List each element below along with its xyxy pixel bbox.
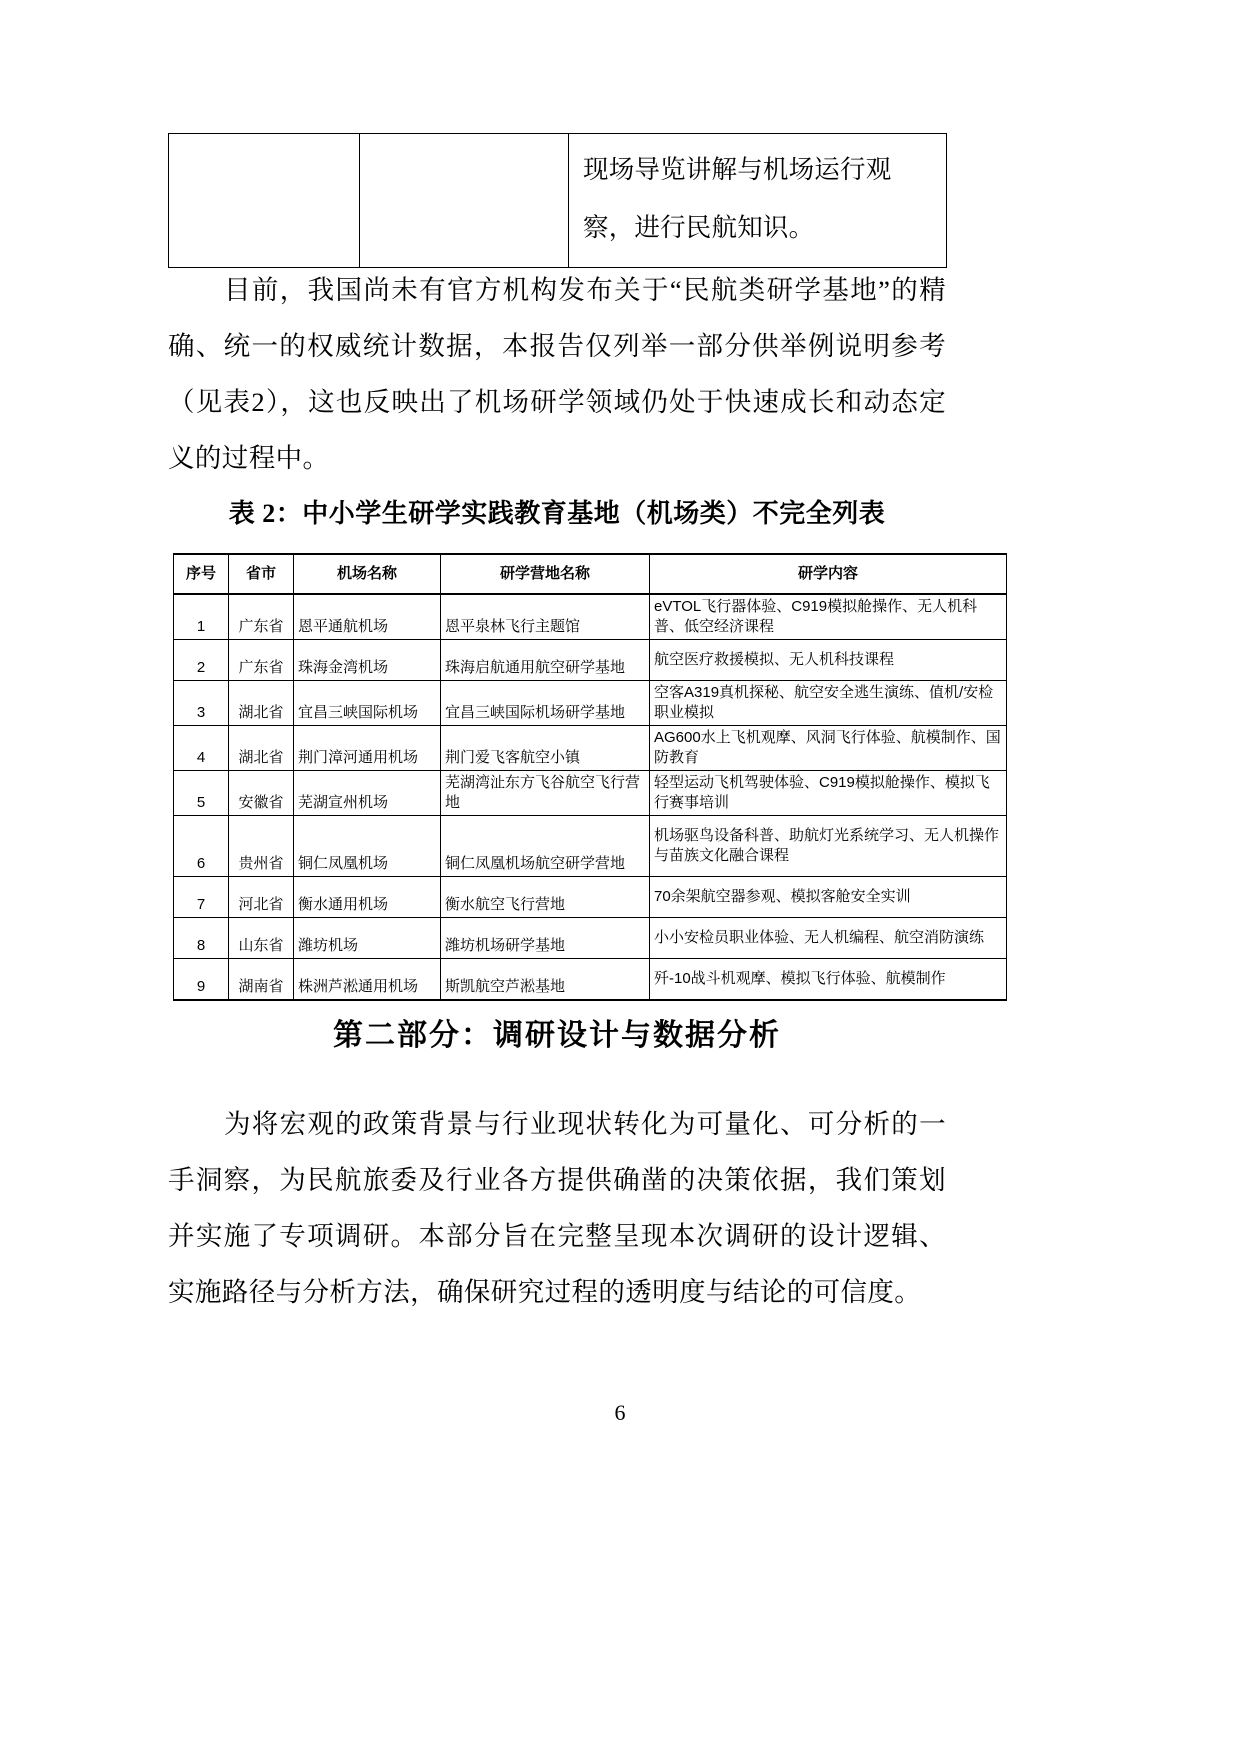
cell-province: 湖南省 [229,959,294,1001]
cell-index: 1 [174,594,229,640]
cell-index: 8 [174,918,229,959]
column-header-index: 序号 [174,554,229,594]
cell-camp: 斯凯航空芦淞基地 [441,959,650,1001]
column-header-province: 省市 [229,554,294,594]
cell-camp: 荆门爱飞客航空小镇 [441,726,650,771]
cell-content: 空客A319真机探秘、航空安全逃生演练、值机/安检职业模拟 [650,681,1007,726]
cell-province: 贵州省 [229,816,294,877]
table-2-research-bases [173,553,1007,1001]
cell-content: 70余架航空器参观、模拟客舱安全实训 [650,877,1007,918]
cell-content: 歼-10战斗机观摩、模拟飞行体验、航模制作 [650,959,1007,1001]
column-header-airport: 机场名称 [294,554,441,594]
cell-content: 机场驱鸟设备科普、助航灯光系统学习、无人机操作与苗族文化融合课程 [650,816,1007,877]
cell-province: 广东省 [229,594,294,640]
cell-province: 广东省 [229,640,294,681]
table-2-caption: 表 2：中小学生研学实践教育基地（机场类）不完全列表 [228,499,886,528]
cell-airport: 株洲芦淞通用机场 [294,959,441,1001]
table-row [174,918,1007,959]
cell-camp: 珠海启航通用航空研学基地 [441,640,650,681]
table-row [174,726,1007,771]
cell-index: 3 [174,681,229,726]
table-row [174,681,1007,726]
column-header-content: 研学内容 [650,554,1007,594]
table-header-row [174,554,1007,594]
cell-index: 9 [174,959,229,1001]
cell-content: eVTOL飞行器体验、C919模拟舱操作、无人机科普、低空经济课程 [650,594,1007,640]
paragraph-1-text: 目前，我国尚未有官方机构发布关于“民航类研学基地”的精确、统一的权威统计数据，本报告仅列举一部分供举例说明参考（见表2），这也反映出了机场研学领域仍处于快速成长和动态定义的过程中。 [168,275,946,473]
table-row [174,877,1007,918]
table-row [174,640,1007,681]
continued-cell-col2 [360,134,569,268]
cell-camp: 恩平泉林飞行主题馆 [441,594,650,640]
cell-index: 6 [174,816,229,877]
section-heading-part-two: 第二部分：调研设计与数据分析 [333,1019,781,1052]
continued-cell-col3-text: 现场导览讲解与机场运行观察，进行民航知识。 [583,155,892,242]
continued-cell-col3 [569,134,947,268]
cell-airport: 珠海金湾机场 [294,640,441,681]
cell-province: 湖北省 [229,681,294,726]
cell-airport: 潍坊机场 [294,918,441,959]
table-row [174,816,1007,877]
table-row [174,771,1007,816]
continued-cell-col2-text [360,134,568,151]
cell-airport: 恩平通航机场 [294,594,441,640]
cell-content: 小小安检员职业体验、无人机编程、航空消防演练 [650,918,1007,959]
cell-index: 2 [174,640,229,681]
cell-airport: 铜仁凤凰机场 [294,816,441,877]
cell-airport: 荆门漳河通用机场 [294,726,441,771]
cell-airport: 芜湖宣州机场 [294,771,441,816]
paragraph-survey-design [168,1096,946,1320]
cell-airport: 衡水通用机场 [294,877,441,918]
cell-province: 河北省 [229,877,294,918]
cell-camp: 衡水航空飞行营地 [441,877,650,918]
cell-content: 航空医疗救援模拟、无人机科技课程 [650,640,1007,681]
table-row [169,134,947,268]
cell-index: 4 [174,726,229,771]
cell-camp: 铜仁凤凰机场航空研学营地 [441,816,650,877]
table-row [174,594,1007,640]
cell-camp: 芜湖湾沚东方飞谷航空飞行营地 [441,771,650,816]
cell-camp: 宜昌三峡国际机场研学基地 [441,681,650,726]
cell-province: 湖北省 [229,726,294,771]
continued-cell-col1 [169,134,360,268]
cell-province: 安徽省 [229,771,294,816]
cell-province: 山东省 [229,918,294,959]
cell-content: 轻型运动飞机驾驶体验、C919模拟舱操作、模拟飞行赛事培训 [650,771,1007,816]
cell-camp: 潍坊机场研学基地 [441,918,650,959]
paragraph-research-base-statistics [168,262,946,486]
cell-airport: 宜昌三峡国际机场 [294,681,441,726]
page-number: 6 [614,1400,626,1425]
continued-cell-col1-text [169,134,359,151]
cell-index: 5 [174,771,229,816]
column-header-camp: 研学营地名称 [441,554,650,594]
cell-content: AG600水上飞机观摩、风洞飞行体验、航模制作、国防教育 [650,726,1007,771]
continued-table-from-previous-page [168,133,947,268]
table-row [174,959,1007,1001]
cell-index: 7 [174,877,229,918]
paragraph-2-text: 为将宏观的政策背景与行业现状转化为可量化、可分析的一手洞察，为民航旅委及行业各方提供确凿的决策依据，我们策划并实施了专项调研。本部分旨在完整呈现本次调研的设计逻辑、实施路径与分析方法，确保研究过程的透明度与结论的可信度。 [168,1109,946,1307]
